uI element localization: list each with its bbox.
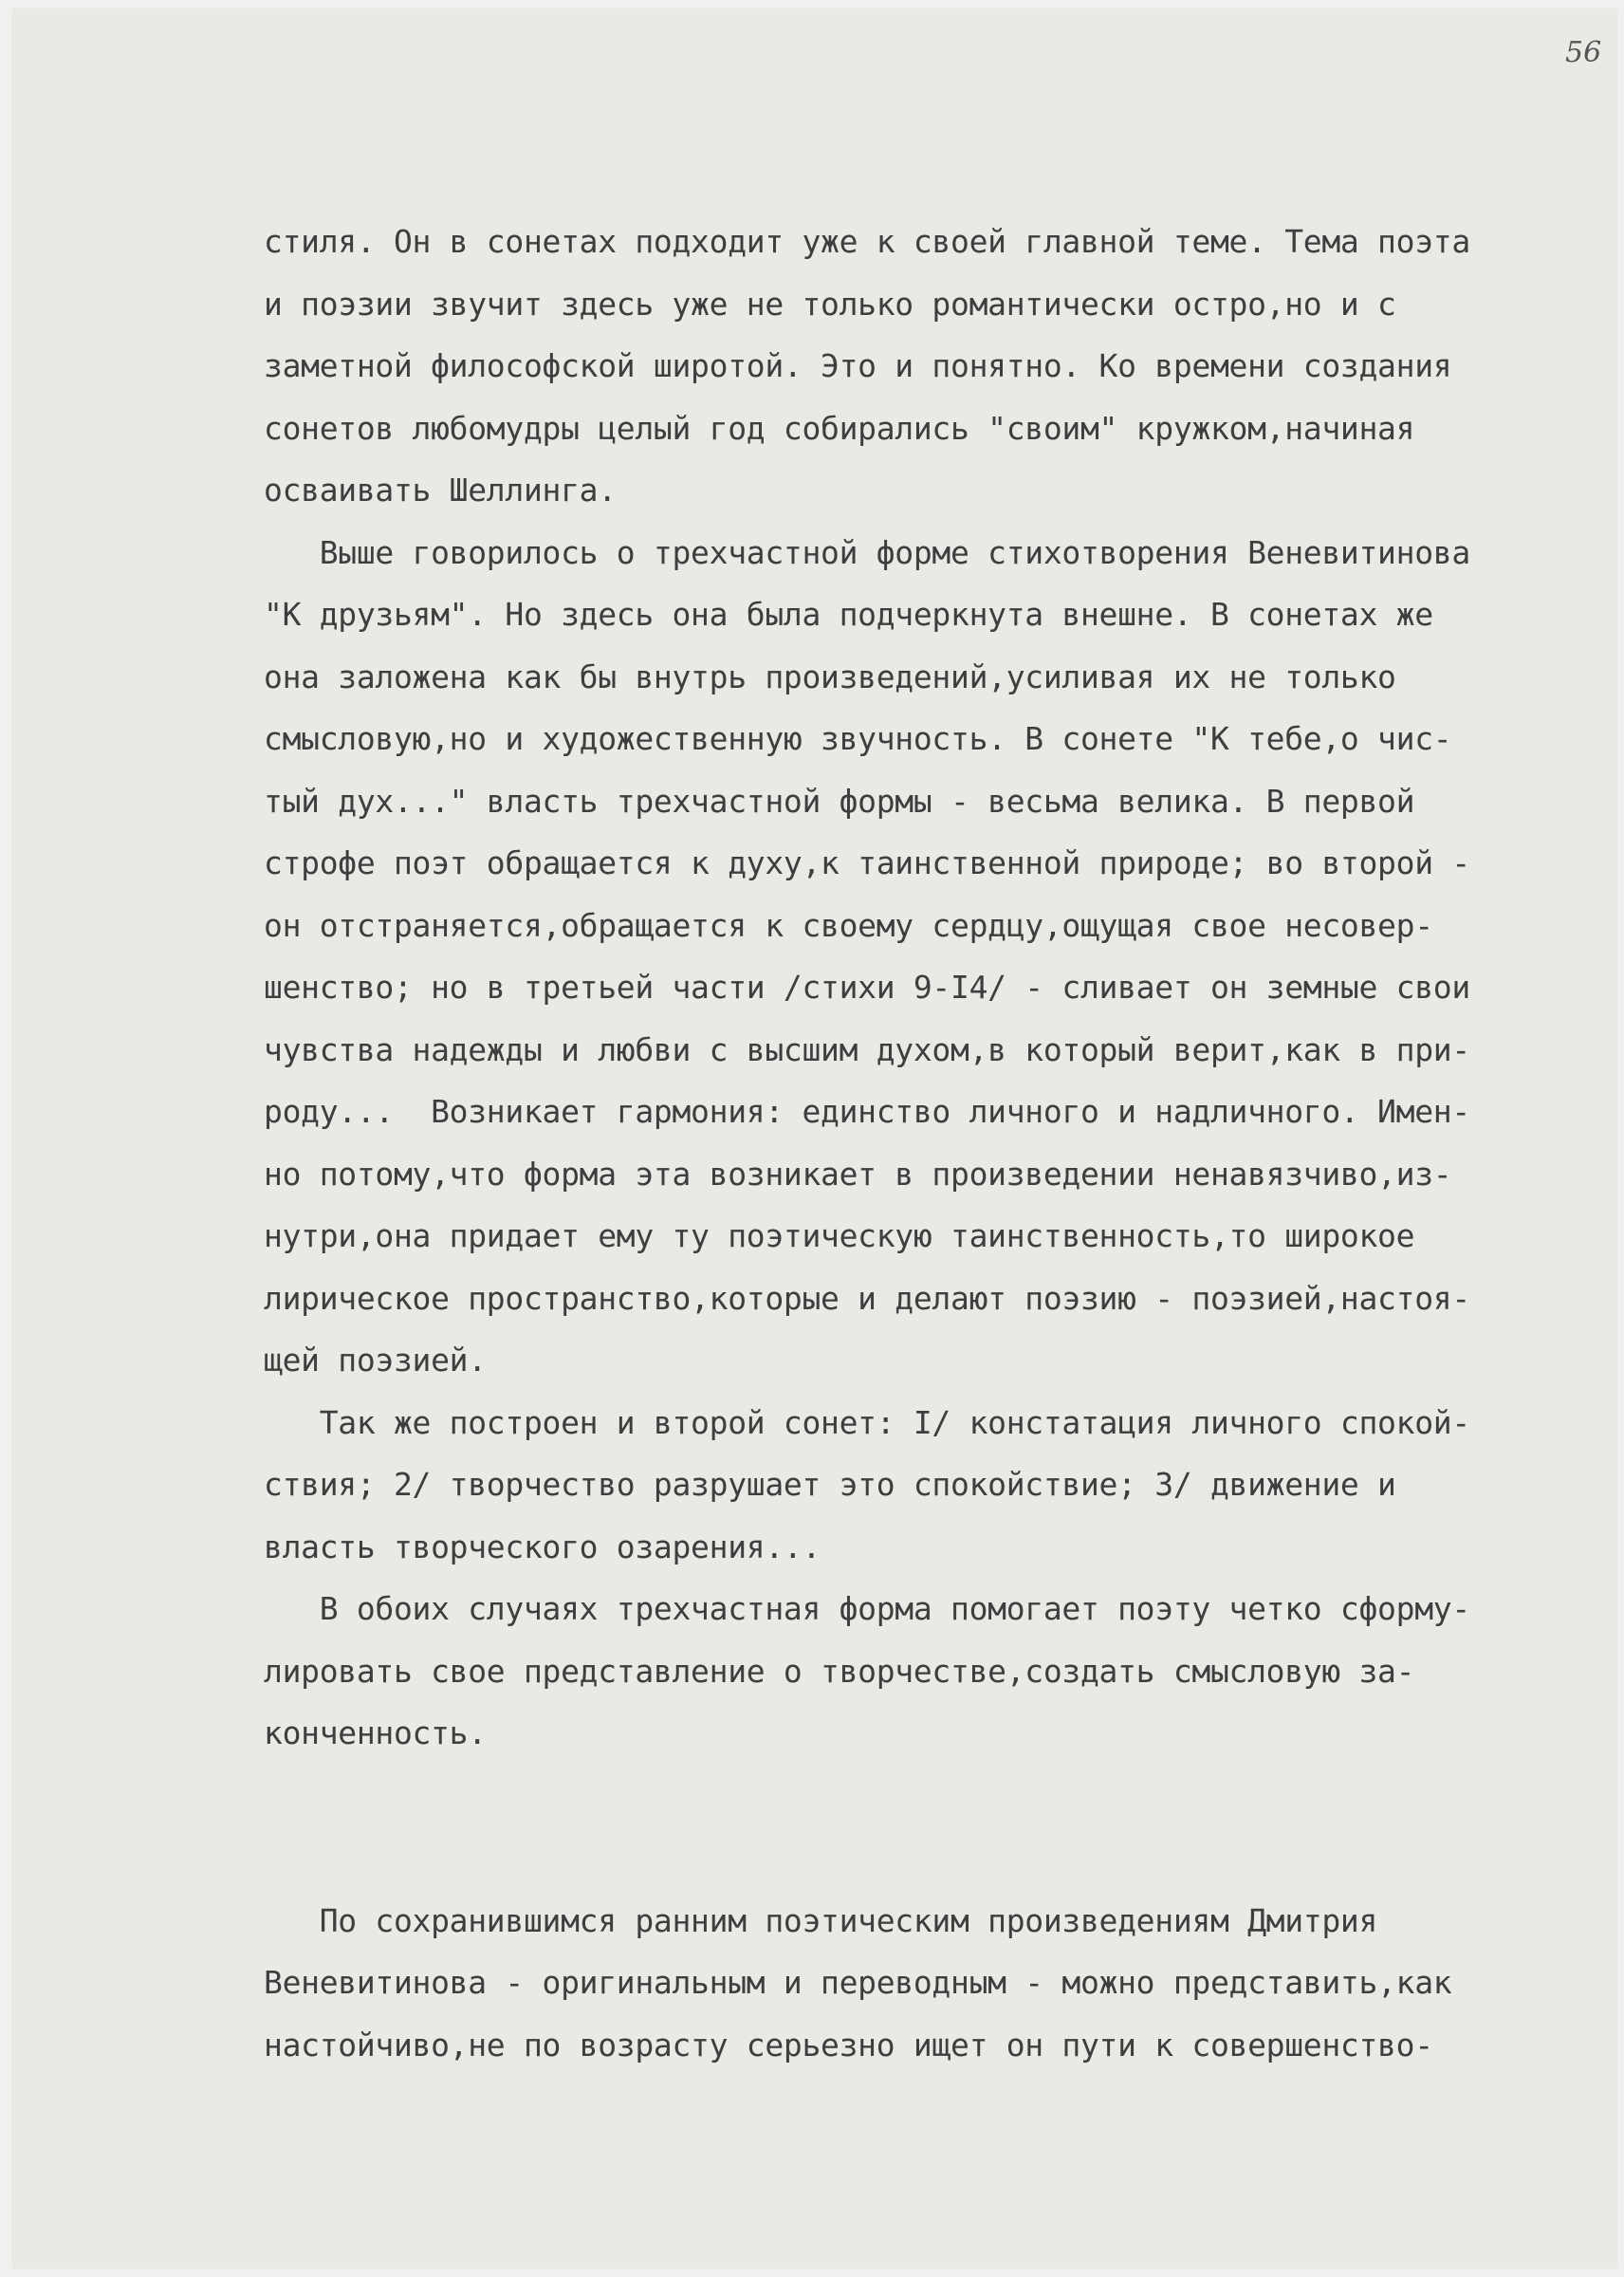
text-line: власть творческого озарения... (264, 1527, 821, 1565)
text-line: стиля. Он в сонетах подходит уже к своей главной теме. Тема поэта (264, 223, 1470, 260)
text-line: лировать свое представление о творчестве,создать смысловую за- (264, 1652, 1415, 1690)
text-line: строфе поэт обращается к духу,к таинственной природе; во второй - (264, 844, 1470, 881)
text-line: Так же построен и второй сонет: I/ констатация личного спокой- (264, 1403, 1470, 1441)
text-line: она заложена как бы внутрь произведений,усиливая их не только (264, 657, 1396, 695)
paragraph-1 (264, 211, 1592, 522)
text-line: и поэзии звучит здесь уже не только романтически остро,но и с (264, 285, 1396, 323)
text-line: сонетов любомудры целый год собирались "своим" кружком,начиная (264, 409, 1415, 447)
text-line: "К друзьям". Но здесь она была подчеркнута внешне. В сонетах же (264, 596, 1433, 633)
text-line: лирическое пространство,которые и делают поэзию - поэзией,настоя- (264, 1279, 1470, 1317)
paragraph-2 (264, 522, 1592, 1392)
text-line: осваивать Шеллинга. (264, 472, 617, 509)
page-number: 56 (1565, 36, 1602, 69)
text-line: смысловую,но и художественную звучность. В сонете "К тебе,о чис- (264, 720, 1452, 757)
text-line: щей поэзией. (264, 1342, 487, 1379)
text-line: но потому,что форма эта возникает в произведении ненавязчиво,из- (264, 1155, 1452, 1193)
typewritten-text (264, 211, 1592, 2076)
text-line: По сохранившимся ранним поэтическим произведениям Дмитрия (264, 1901, 1378, 1939)
text-line: ствия; 2/ творчество разрушает это спокойствие; 3/ движение и (264, 1466, 1396, 1503)
text-line: Выше говорилось о трехчастной форме стихотворения Веневитинова (264, 533, 1470, 571)
paragraph-5 (264, 1890, 1592, 2077)
text-line: настойчиво,не по возрасту серьезно ищет он пути к совершенство- (264, 2026, 1433, 2064)
text-line: роду... Возникает гармония: единство личного и надличного. Имен- (264, 1093, 1470, 1130)
text-line: В обоих случаях трехчастная форма помогает поэту четко сформу- (264, 1590, 1470, 1627)
text-line: тый дух..." власть трехчастной формы - весьма велика. В первой (264, 782, 1415, 820)
text-line: шенство; но в третьей части /стихи 9-I4/ - сливает он земные свои (264, 969, 1470, 1006)
text-line: заметной философской широтой. Это и понятно. Ко времени создания (264, 347, 1452, 384)
paragraph-4 (264, 1578, 1592, 1765)
text-line: конченность. (264, 1714, 487, 1751)
text-line: он отстраняется,обращается к своему сердцу,ощущая свое несовер- (264, 906, 1433, 944)
paragraph-3 (264, 1392, 1592, 1579)
text-line: чувства надежды и любви с высшим духом,в который верит,как в при- (264, 1030, 1470, 1068)
text-line: нутри,она придает ему ту поэтическую таинственность,то широкое (264, 1217, 1415, 1254)
text-line: Веневитинова - оригинальным и переводным - можно представить,как (264, 1964, 1452, 2001)
